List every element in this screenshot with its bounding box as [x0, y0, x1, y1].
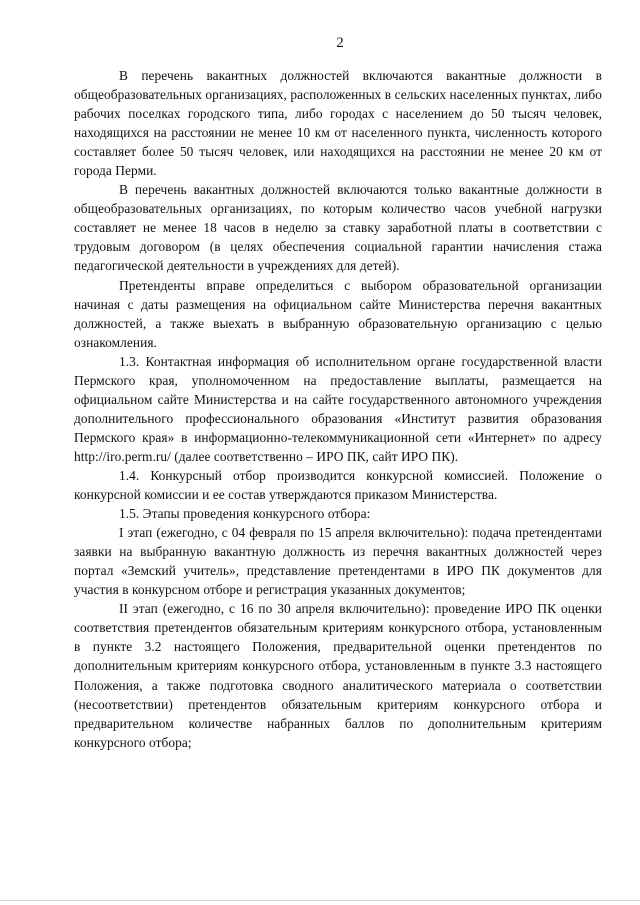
paragraph-stage-2: II этап (ежегодно, с 16 по 30 апреля включительно): проведение ИРО ПК оценки соответствия претендентов обязательным критериям конкурсного отбора, установленным в пункте 3.2 настоящего Положения, предварительной оценки претендентов по дополнительным критериям конкурсного отбора, установленным в пункте 3.3 настоящего Положения, а также подготовка сводного аналитического материала о соответствии (несоответствии) претендентов обязательным критериям конкурсного отбора и предварительном количестве набранных баллов по дополнительным критериям конкурсного отбора;: [74, 601, 602, 750]
paragraph-1-3-contact-info: 1.3. Контактная информация об исполнительном органе государственной власти Пермского края, уполномоченном на предоставление выплаты, размещается на официальном сайте Министерства и на сайте государственного автономного учреждения дополнительного профессионального образования «Институт развития образования Пермского края» в информационно-телекоммуникационной сети «Интернет» по адресу http://iro.perm.ru/ (далее соответственно – ИРО ПК, сайт ИРО ПК).: [74, 353, 602, 464]
paragraph-stage-1: I этап (ежегодно, с 04 февраля по 15 апреля включительно): подача претендентами заявки на выбранную вакантную должность из перечня вакантных должностей через портал «Земский учитель», представление претендентами в ИРО ПК документов для участия в конкурсном отборе и регистрация указанных документов;: [74, 525, 602, 598]
paragraph-1-5-stages-heading: 1.5. Этапы проведения конкурсного отбора:: [119, 506, 371, 522]
document-body: [74, 66, 602, 752]
paragraph-1-4-commission: 1.4. Конкурсный отбор производится конкурсной комиссией. Положение о конкурсной комиссии и ее состав утверждаются приказом Министерства.: [74, 467, 602, 503]
scan-edge-line: [0, 900, 640, 901]
paragraph-vacancy-list-rural: В перечень вакантных должностей включаются вакантные должности в общеобразовательных организациях, расположенных в сельских населенных пунктах, либо рабочих поселках городского типа, либо городах с населением до 50 тысяч человек, находящихся на расстоянии не менее 10 км от населенного пункта, численность которого составляет более 50 тысяч человек, или находящихся на расстоянии не менее 20 км от города Перми.: [74, 68, 602, 179]
paragraph-vacancy-list-hours: В перечень вакантных должностей включаются только вакантные должности в общеобразовательных организациях, по которым количество часов учебной нагрузки составляет не менее 18 часов в неделю за ставку заработной платы в соответствии с трудовым договором (в целях обеспечения социальной гарантии начисления стажа педагогической деятельности в учреждениях для детей).: [74, 182, 602, 274]
paragraph-applicants-choice: Претенденты вправе определиться с выбором образовательной организации начиная с даты размещения на официальном сайте Министерства перечня вакантных должностей, а также выехать в выбранную образовательную организацию с целью ознакомления.: [74, 277, 602, 350]
page-number: 2: [336, 35, 344, 51]
